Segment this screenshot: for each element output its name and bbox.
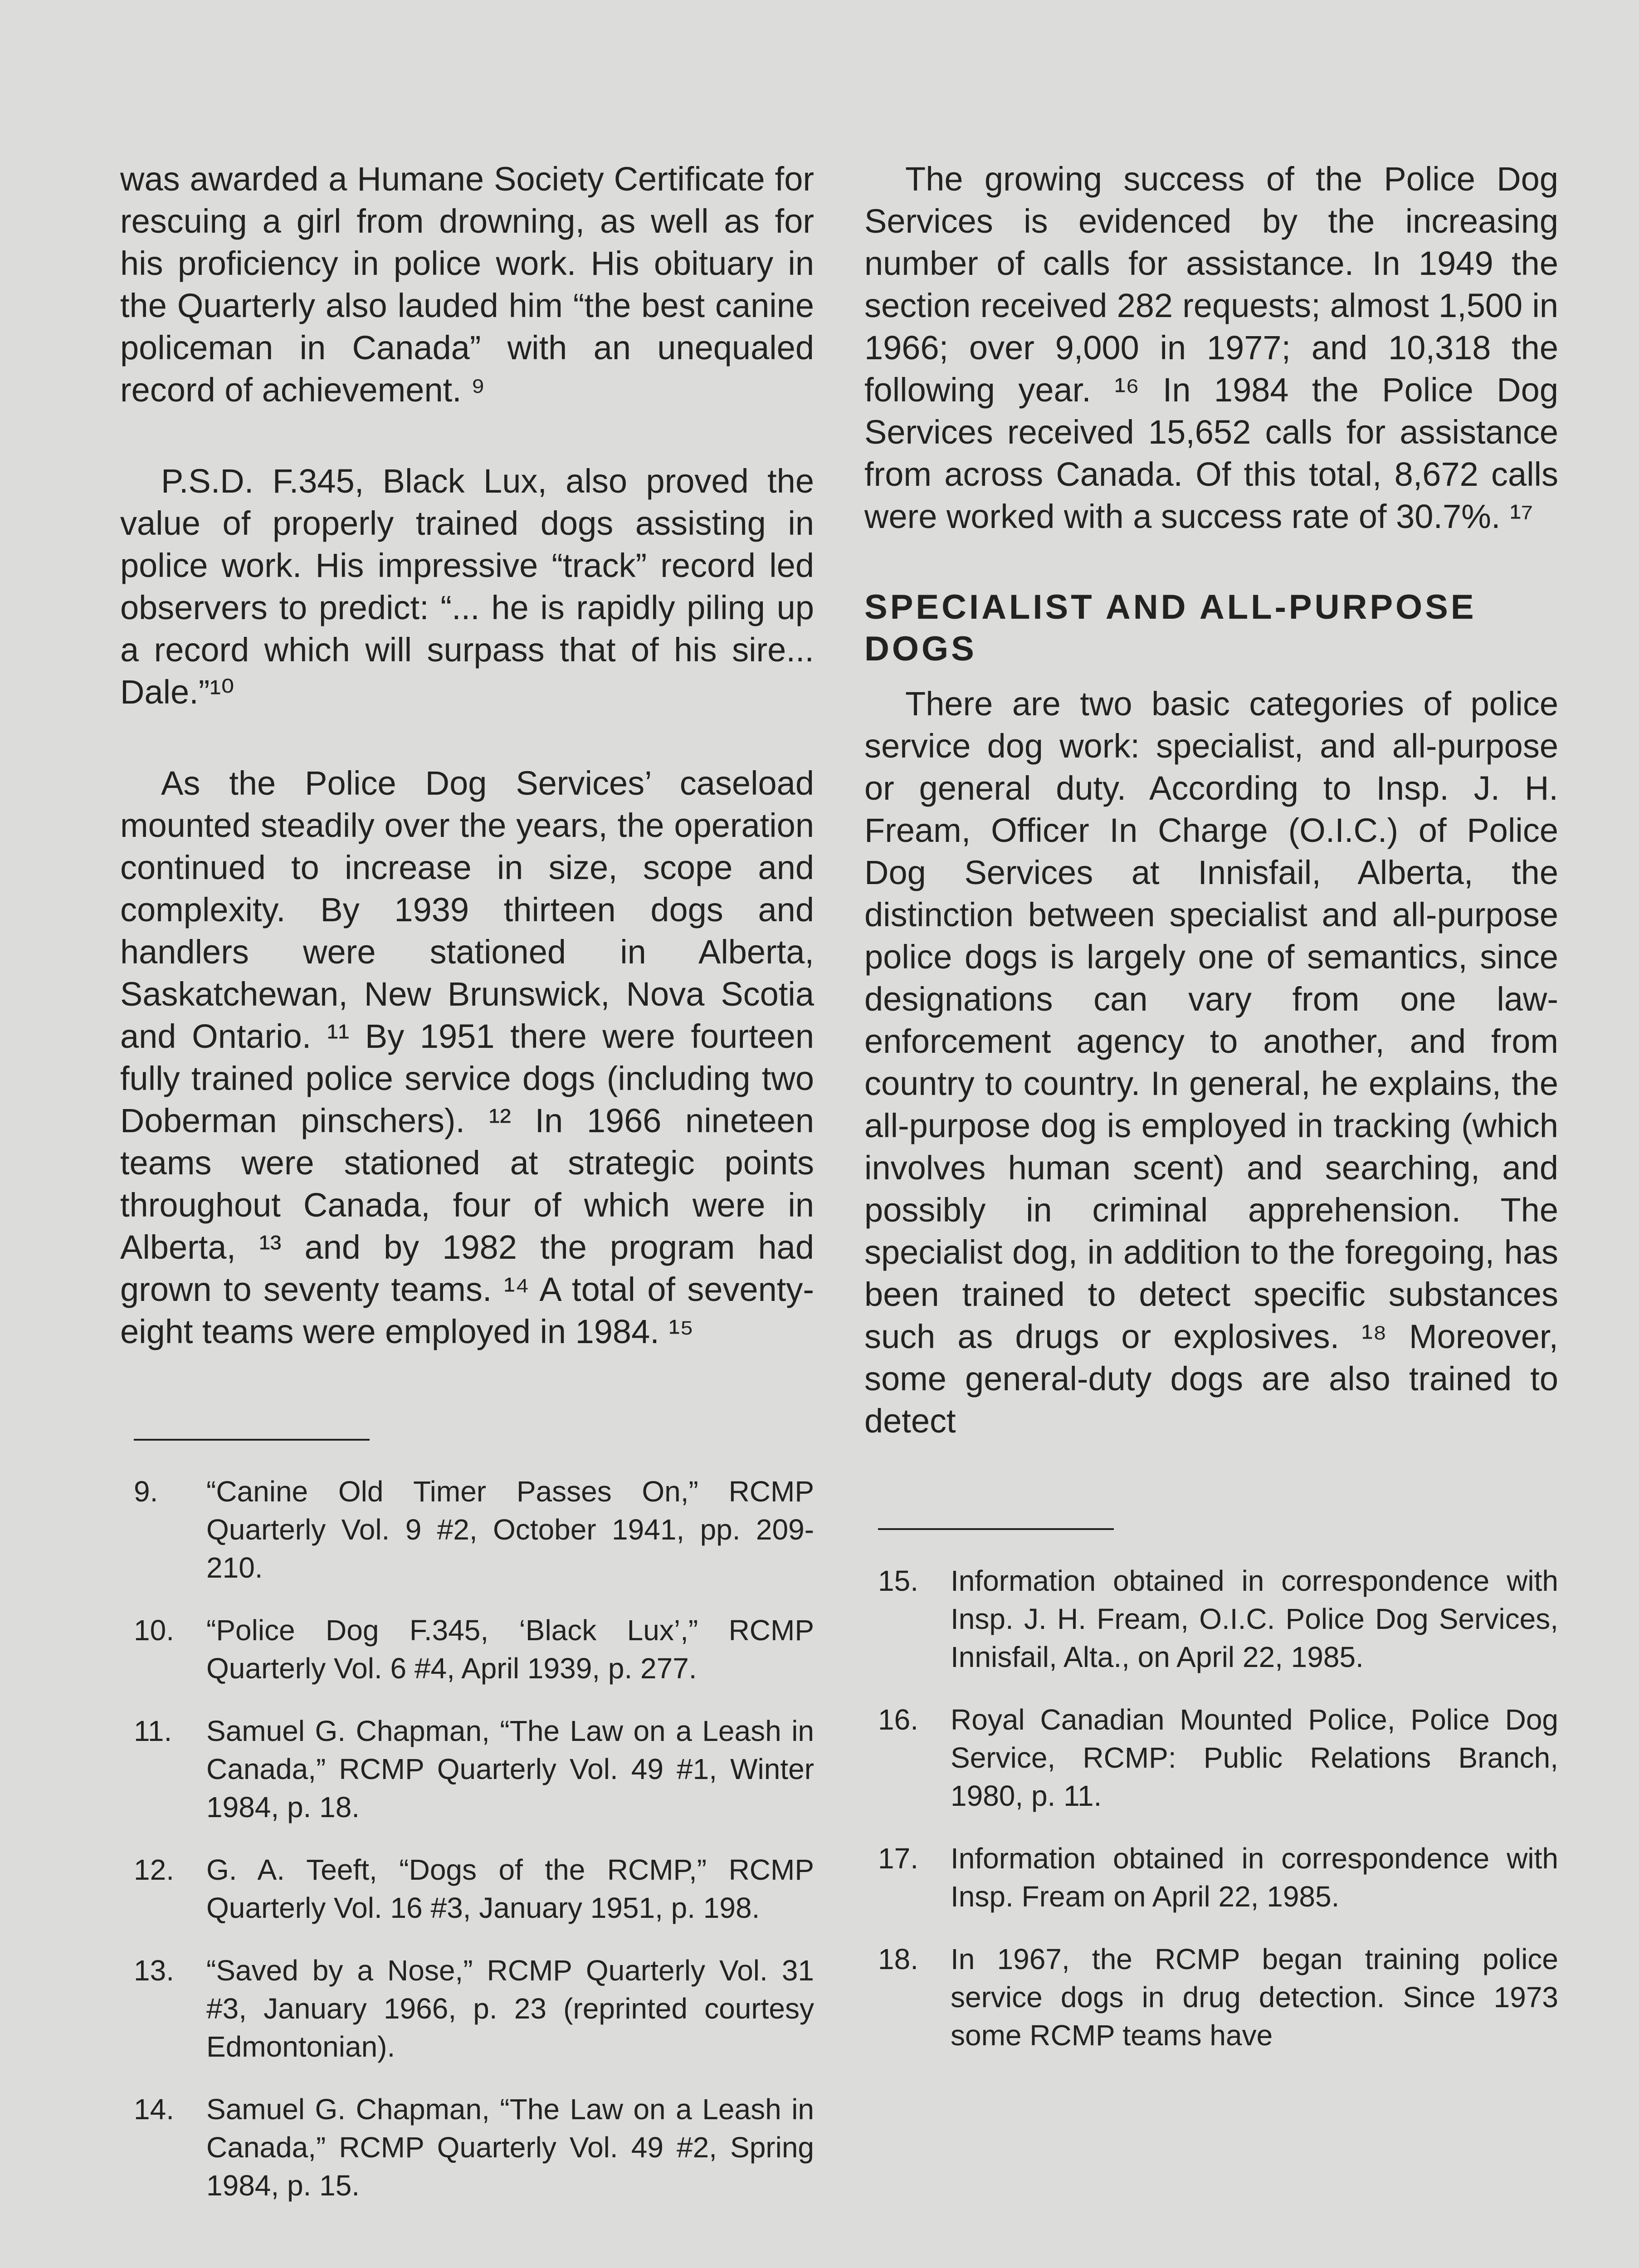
footnote (864, 1839, 1558, 1916)
footnote-number: 16. (878, 1703, 918, 1736)
footnote (864, 1940, 1558, 2054)
footnote (120, 1472, 814, 1587)
body-paragraph: was awarded a Humane Society Certificate for rescuing a girl from drowning, as well as for his proficiency in police work. His obituary in the Quarterly also lauded him “the best canine policeman in Canada” with an unequaled record of achievement. ⁹ (120, 160, 814, 409)
footnotes-left (120, 1472, 814, 2204)
footnote-rule (134, 1439, 370, 1441)
footnote-number: 11. (134, 1715, 172, 1747)
footnote-number: 10. (134, 1614, 174, 1647)
footnote-number: 9. (134, 1475, 158, 1508)
right-body (864, 158, 1558, 1442)
body-paragraph: The growing success of the Police Dog Services is evidenced by the increasing number of calls for assistance. In 1949 the section received 282 requests; almost 1,500 in 1966; over 9,000 in 1977; and 10,318 the following year. ¹⁶ In 1984 the Police Dog Services received 15,652 calls for assistance from across Canada. Of this total, 8,672 calls were worked with a success rate of 30.7%. ¹⁷ (864, 160, 1558, 535)
footnote-number: 12. (134, 1853, 174, 1886)
footnote-rule (878, 1528, 1114, 1530)
left-body (120, 158, 814, 1353)
footnote-text: “Saved by a Nose,” RCMP Quarterly Vol. 31 #3, January 1966, p. 23 (reprinted courtesy Edmontonian). (206, 1954, 814, 2063)
footnote-number: 14. (134, 2093, 174, 2126)
footnote (120, 1851, 814, 1927)
left-column (120, 158, 814, 2229)
footnote-text: “Canine Old Timer Passes On,” RCMP Quarterly Vol. 9 #2, October 1941, pp. 209-210. (206, 1475, 814, 1584)
footnote (120, 1611, 814, 1687)
footnote-text: Information obtained in correspondence with Insp. J. H. Fream, O.I.C. Police Dog Services, Innisfail, Alta., on April 22, 1985. (951, 1564, 1558, 1673)
footnote-text: Samuel G. Chapman, “The Law on a Leash in Canada,” RCMP Quarterly Vol. 49 #1, Winter 1984, p. 18. (206, 1715, 814, 1823)
section-heading: SPECIALIST AND ALL-PURPOSE DOGS (864, 588, 1477, 668)
footnote-text: Information obtained in correspondence with Insp. Fream on April 22, 1985. (951, 1842, 1558, 1913)
footnote (120, 2090, 814, 2204)
footnote-text: “Police Dog F.345, ‘Black Lux’,” RCMP Quarterly Vol. 6 #4, April 1939, p. 277. (206, 1614, 814, 1685)
body-paragraph: P.S.D. F.345, Black Lux, also proved the value of properly trained dogs assisting in police work. His impressive “track” record led observers to predict: “... he is rapidly piling up a record which will surpass that of his sire... Dale.”¹⁰ (120, 462, 814, 711)
footnote-text: In 1967, the RCMP began training police service dogs in drug detection. Since 1973 some RCMP teams have (951, 1943, 1558, 2052)
footnote (120, 1712, 814, 1826)
body-paragraph: As the Police Dog Services’ caseload mounted steadily over the years, the operation continued to increase in size, scope and complexity. By 1939 thirteen dogs and handlers were stationed in Alberta, Saskatchewan, New Brunswick, Nova Scotia and Ontario. ¹¹ By 1951 there were fourteen fully trained police service dogs (including two Doberman pinschers). ¹² In 1966 nineteen teams were stationed at strategic points throughout Canada, four of which were in Alberta, ¹³ and by 1982 the program had grown to seventy teams. ¹⁴ A total of seventy-eight teams were employed in 1984. ¹⁵ (120, 764, 814, 1350)
body-paragraph: There are two basic categories of police service dog work: specialist, and all-purpose or general duty. According to Insp. J. H. Fream, Officer In Charge (O.I.C.) of Police Dog Services at Innisfail, Alberta, the distinction between specialist and all-purpose police dogs is largely one of semantics, since designations can vary from one law-enforcement agency to another, and from country to country. In general, he explains, the all-purpose dog is employed in tracking (which involves human scent) and searching, and possibly in criminal apprehension. The specialist dog, in addition to the foregoing, has been trained to detect specific substances such as drugs or explosives. ¹⁸ Moreover, some general-duty dogs are also trained to detect (864, 685, 1558, 1440)
footnote-number: 15. (878, 1564, 918, 1597)
footnote-text: G. A. Teeft, “Dogs of the RCMP,” RCMP Quarterly Vol. 16 #3, January 1951, p. 198. (206, 1853, 814, 1924)
footnote-number: 17. (878, 1842, 918, 1875)
footnote-number: 13. (134, 1954, 174, 1987)
footnote (120, 1951, 814, 2066)
footnote-text: Samuel G. Chapman, “The Law on a Leash in Canada,” RCMP Quarterly Vol. 49 #2, Spring 1984, p. 15. (206, 2093, 814, 2202)
right-column (864, 158, 1558, 2079)
footnote (864, 1701, 1558, 1815)
footnotes-right (864, 1562, 1558, 2054)
footnote-number: 18. (878, 1943, 918, 1975)
footnote-text: Royal Canadian Mounted Police, Police Dog Service, RCMP: Public Relations Branch, 1980, p. 11. (951, 1703, 1558, 1812)
footnote (864, 1562, 1558, 1676)
